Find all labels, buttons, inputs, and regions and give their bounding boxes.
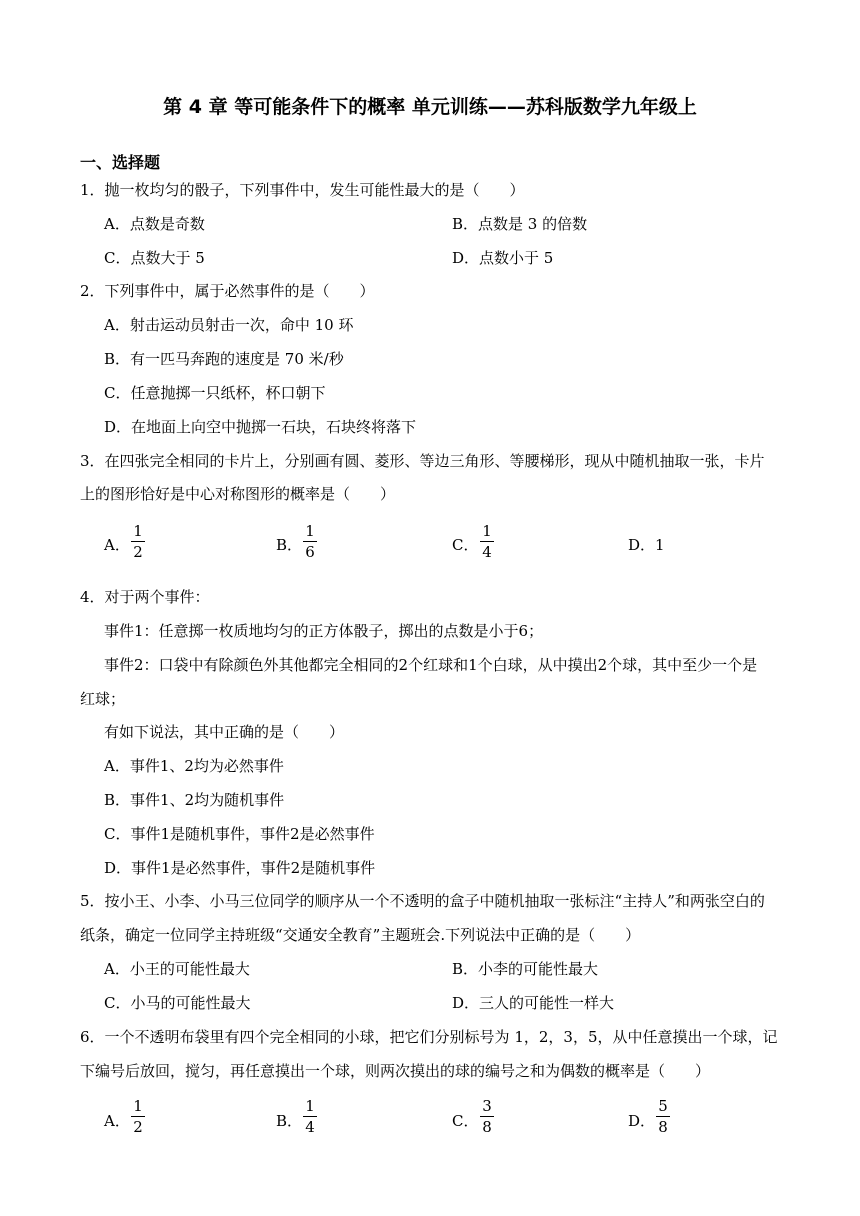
fraction-denominator: 4 [305, 1118, 315, 1136]
question-3-option-c-label: C． [452, 536, 479, 554]
question-5-stem-line-1: 5．按小王、小李、小马三位同学的顺序从一个不透明的盒子中随机抽取一张标注“主持人”和两张空白的 [80, 892, 765, 910]
question-3-option-d: D．1 [628, 536, 665, 554]
question-5-option-a: A．小王的可能性最大 [104, 960, 250, 978]
fraction-denominator: 2 [133, 543, 143, 561]
fraction-numerator: 1 [133, 1097, 143, 1115]
question-3-option-b-fraction [303, 522, 317, 561]
question-1-option-c: C．点数大于 5 [104, 249, 205, 267]
fraction-bar [131, 541, 145, 542]
question-3-option-b-label: B． [276, 536, 303, 554]
fraction-denominator: 6 [305, 543, 315, 561]
question-2-option-c: C．任意抛掷一只纸杯，杯口朝下 [104, 384, 326, 402]
fraction-bar [480, 541, 494, 542]
fraction-numerator: 5 [658, 1097, 668, 1115]
question-2-option-b: B．有一匹马奔跑的速度是 70 米/秒 [104, 350, 344, 368]
fraction-denominator: 8 [658, 1118, 668, 1136]
fraction-denominator: 2 [133, 1118, 143, 1136]
question-3-option-a-fraction [131, 522, 145, 561]
fraction-bar [303, 1116, 317, 1117]
question-3-option-c-fraction [480, 522, 494, 561]
fraction-denominator: 8 [482, 1118, 492, 1136]
fraction-numerator: 3 [482, 1097, 492, 1115]
question-5-stem-line-2: 纸条，确定一位同学主持班级“交通安全教育”主题班会.下列说法中正确的是（ ） [80, 926, 641, 944]
fraction-numerator: 1 [133, 522, 143, 540]
fraction-bar [656, 1116, 670, 1117]
question-2-option-d: D．在地面上向空中抛掷一石块，石块终将落下 [104, 418, 417, 436]
page-title: 第 4 章 等可能条件下的概率 单元训练——苏科版数学九年级上 [163, 96, 697, 118]
fraction-numerator: 1 [305, 522, 315, 540]
question-5-option-b: B．小李的可能性最大 [452, 960, 599, 978]
question-1-option-b: B．点数是 3 的倍数 [452, 215, 588, 233]
question-4-event-2-line-2: 红球； [80, 690, 126, 708]
question-2-stem: 2．下列事件中，属于必然事件的是（ ） [80, 282, 375, 300]
question-1-option-d: D．点数小于 5 [452, 249, 554, 267]
question-1-stem: 1．抛一枚均匀的骰子，下列事件中，发生可能性最大的是（ ） [80, 181, 525, 199]
question-5-option-c: C．小马的可能性最大 [104, 994, 251, 1012]
fraction-numerator: 1 [482, 522, 492, 540]
fraction-bar [480, 1116, 494, 1117]
section-heading: 一、选择题 [80, 153, 161, 172]
question-6-option-b-fraction [303, 1097, 317, 1136]
question-4-stem: 4．对于两个事件： [80, 588, 210, 606]
fraction-numerator: 1 [305, 1097, 315, 1115]
question-6-stem-line-2: 下编号后放回，搅匀，再任意摸出一个球，则两次摸出的球的编号之和为偶数的概率是（ ） [80, 1062, 711, 1080]
question-6-option-b-label: B． [276, 1112, 303, 1130]
fraction-denominator: 4 [482, 543, 492, 561]
question-3-stem-line-2: 上的图形恰好是中心对称图形的概率是（ ） [80, 485, 396, 503]
question-2-option-a: A．射击运动员射击一次，命中 10 环 [104, 316, 354, 334]
question-4-event-2-line-1: 事件2：口袋中有除颜色外其他都完全相同的2个红球和1个白球，从中摸出2个球，其中至少一个是 [104, 656, 758, 674]
question-4-prompt: 有如下说法，其中正确的是（ ） [104, 723, 345, 741]
question-4-option-d: D．事件1是必然事件，事件2是随机事件 [104, 859, 376, 877]
question-3-option-a-label: A． [104, 536, 130, 554]
question-6-stem-line-1: 6．一个不透明布袋里有四个完全相同的小球，把它们分别标号为 1，2，3，5，从中任意摸出一个球，记 [80, 1028, 778, 1046]
question-6-option-c-label: C． [452, 1112, 479, 1130]
question-4-event-1: 事件1：任意掷一枚质地均匀的正方体骰子，掷出的点数是小于6； [104, 622, 544, 640]
question-1-option-a: A．点数是奇数 [104, 215, 205, 233]
question-6-option-a-fraction [131, 1097, 145, 1136]
question-4-option-a: A．事件1、2均为必然事件 [104, 757, 284, 775]
question-5-option-d: D．三人的可能性一样大 [452, 994, 615, 1012]
question-3-stem-line-1: 3．在四张完全相同的卡片上，分别画有圆、菱形、等边三角形、等腰梯形，现从中随机抽取一张，卡片 [80, 452, 765, 470]
question-6-option-c-fraction [480, 1097, 494, 1136]
question-4-option-c: C．事件1是随机事件，事件2是必然事件 [104, 825, 375, 843]
fraction-bar [303, 541, 317, 542]
question-4-option-b: B．事件1、2均为随机事件 [104, 791, 285, 809]
question-6-option-d-fraction [656, 1097, 670, 1136]
question-6-option-a-label: A． [104, 1112, 130, 1130]
question-6-option-d-label: D． [628, 1112, 656, 1130]
fraction-bar [131, 1116, 145, 1117]
